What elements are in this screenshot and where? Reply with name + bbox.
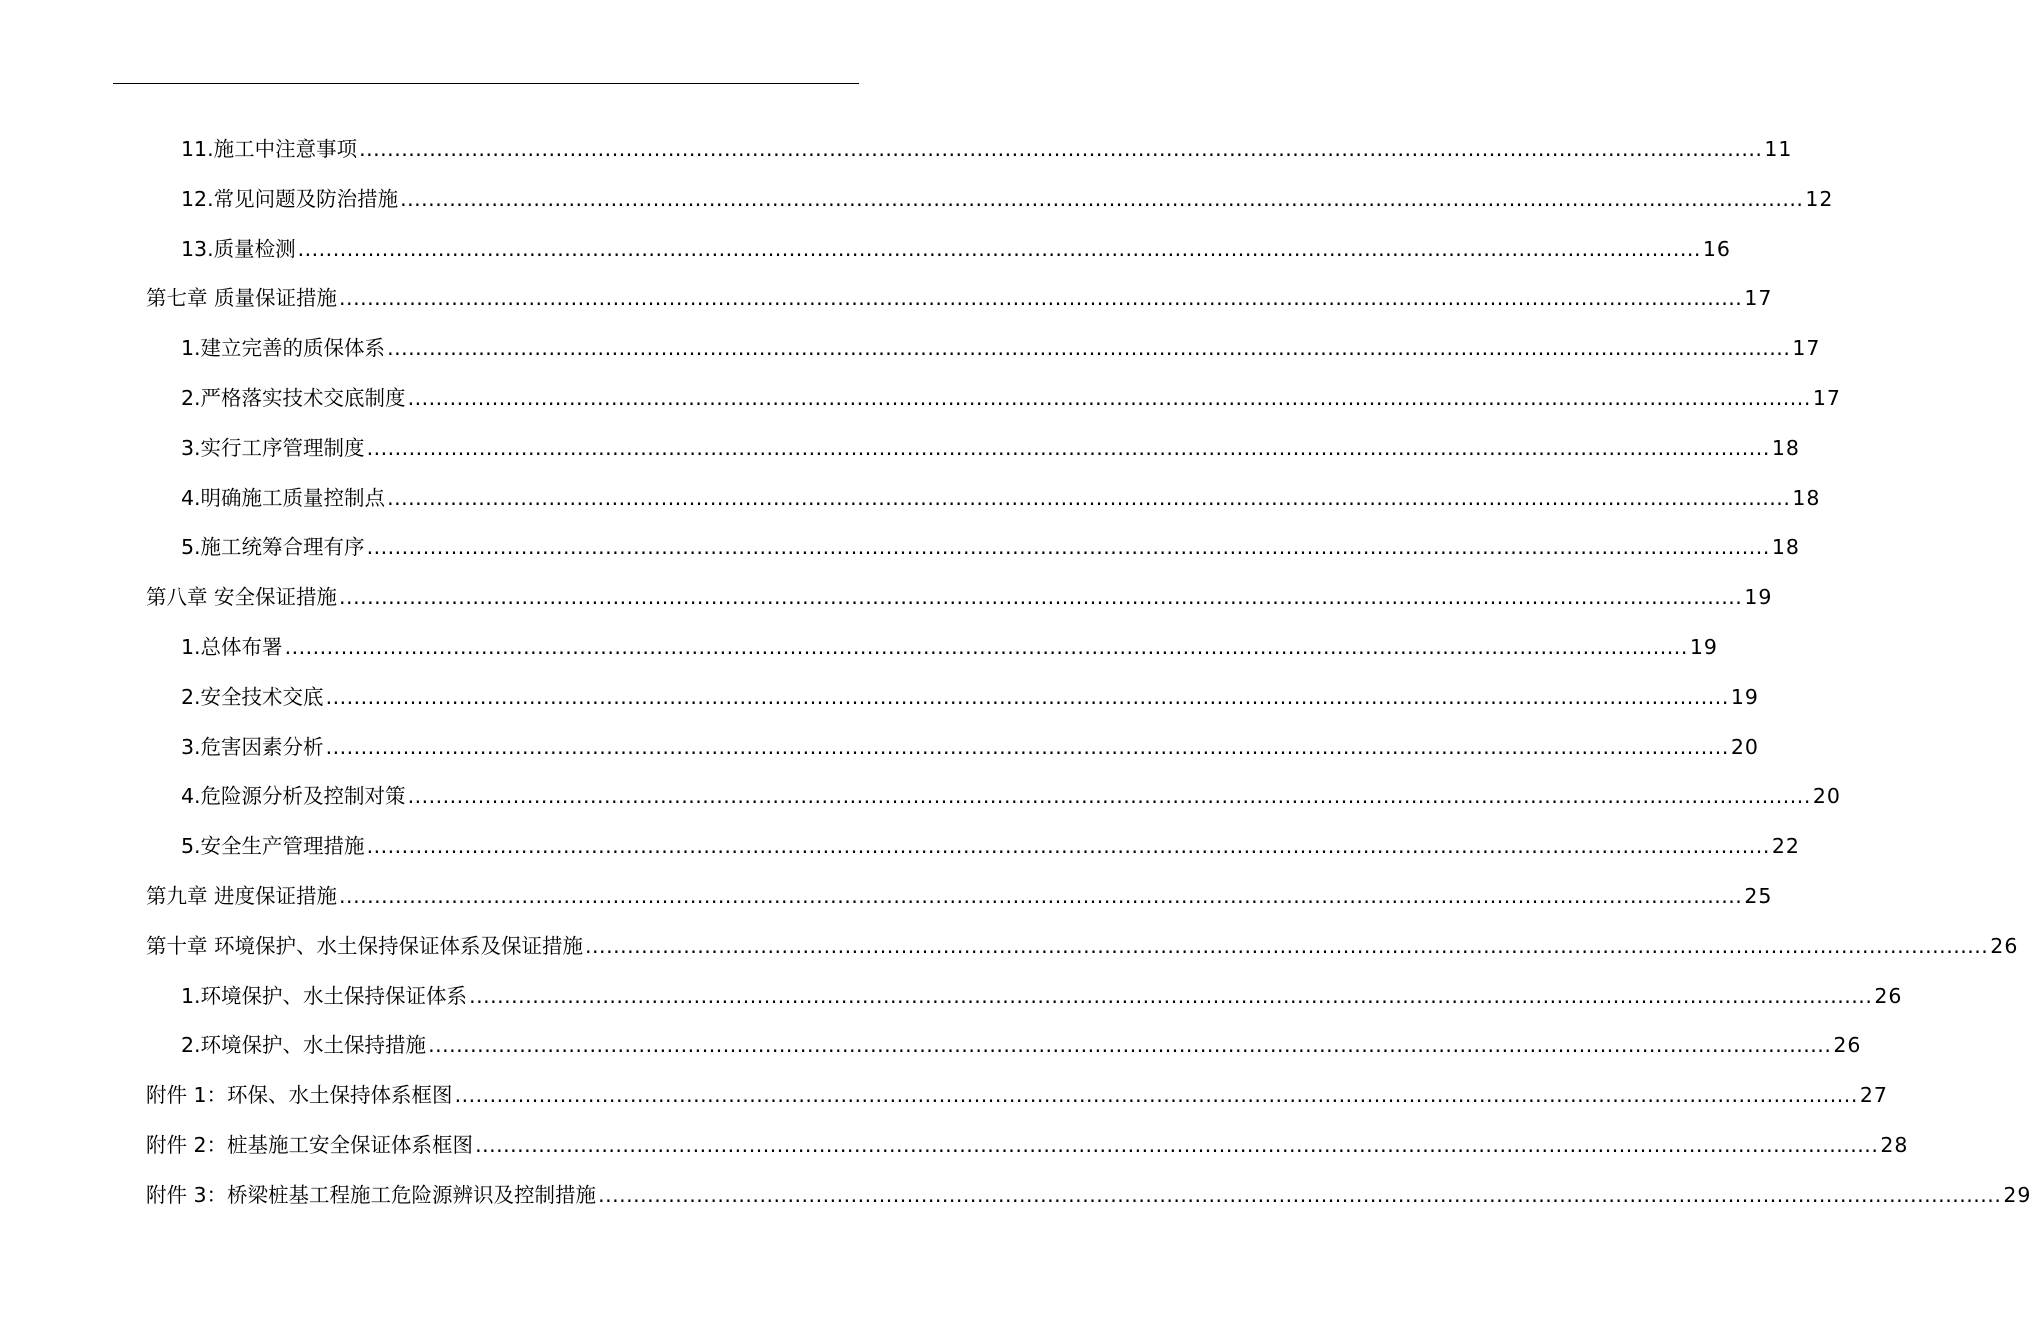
toc-entry-page: 18	[1792, 485, 1821, 510]
toc-entry-title: 5.施工统筹合理有序	[181, 535, 365, 560]
toc-entry[interactable]	[181, 234, 1731, 264]
toc-dot-leader: ........................................................................................................................................................................................................	[325, 684, 1729, 709]
toc-entry-title: 第七章 质量保证措施	[146, 286, 338, 311]
toc-entry-page: 17	[1812, 386, 1841, 410]
toc-entry[interactable]	[146, 1080, 1888, 1110]
toc-dot-leader: ........................................................................................................................................................................................................	[359, 137, 1763, 161]
toc-entry-title: 4.危险源分析及控制对策	[181, 784, 406, 809]
toc-entry[interactable]	[146, 283, 1773, 313]
toc-entry-title: 11.施工中注意事项	[181, 137, 358, 161]
toc-entry-title: 3.实行工序管理制度	[181, 435, 365, 460]
toc-entry[interactable]	[181, 134, 1793, 164]
toc-entry-page: 19	[1730, 684, 1759, 709]
toc-entry-title: 第八章 安全保证措施	[146, 585, 338, 610]
toc-dot-leader: ........................................................................................................................................................................................................	[598, 1182, 2002, 1207]
toc-entry[interactable]	[181, 632, 1718, 662]
toc-entry[interactable]	[181, 383, 1841, 413]
toc-entry-title: 4.明确施工质量控制点	[181, 485, 386, 510]
toc-entry[interactable]	[181, 433, 1800, 463]
toc-dot-leader: ........................................................................................................................................................................................................	[297, 236, 1701, 261]
toc-entry-page: 28	[1880, 1133, 1909, 1157]
toc-dot-leader: ........................................................................................................................................................................................................	[339, 884, 1743, 908]
toc-entry-page: 26	[1990, 933, 2019, 958]
toc-dot-leader: ........................................................................................................................................................................................................	[400, 186, 1804, 211]
toc-entry-title: 1.建立完善的质保体系	[181, 336, 386, 361]
header-rule	[113, 83, 859, 84]
toc-dot-leader: ........................................................................................................................................................................................................	[284, 635, 1688, 659]
toc-dot-leader: ........................................................................................................................................................................................................	[366, 535, 1770, 560]
toc-entry-page: 12	[1805, 186, 1834, 211]
toc-entry[interactable]	[181, 1030, 1862, 1060]
toc-entry-page: 16	[1702, 236, 1731, 261]
toc-entry-page: 18	[1771, 535, 1800, 560]
toc-entry-title: 3.危害因素分析	[181, 734, 324, 759]
toc-entry-title: 2.严格落实技术交底制度	[181, 386, 406, 410]
toc-dot-leader: ........................................................................................................................................................................................................	[475, 1133, 1879, 1157]
toc-entry[interactable]	[181, 781, 1841, 811]
toc-entry-page: 25	[1744, 884, 1773, 908]
toc-dot-leader: ........................................................................................................................................................................................................	[387, 336, 1791, 361]
toc-entry[interactable]	[181, 184, 1834, 214]
toc-dot-leader: ........................................................................................................................................................................................................	[387, 485, 1791, 510]
toc-dot-leader: ........................................................................................................................................................................................................	[428, 1033, 1832, 1058]
toc-entry[interactable]	[146, 1180, 2031, 1210]
toc-entry-page: 26	[1833, 1033, 1862, 1058]
toc-dot-leader: ........................................................................................................................................................................................................	[366, 834, 1770, 859]
toc-entry-page: 29	[2003, 1182, 2031, 1207]
toc-entry-title: 5.安全生产管理措施	[181, 834, 365, 859]
toc-entry[interactable]	[181, 532, 1800, 562]
toc-entry-title: 2.环境保护、水土保持措施	[181, 1033, 427, 1058]
toc-entry[interactable]	[181, 483, 1821, 513]
toc-entry-title: 13.质量检测	[181, 236, 296, 261]
toc-entry[interactable]	[146, 881, 1773, 911]
toc-entry-page: 18	[1771, 435, 1800, 460]
toc-entry-page: 11	[1764, 137, 1793, 161]
toc-dot-leader: ........................................................................................................................................................................................................	[585, 933, 1989, 958]
toc-entry-title: 第九章 进度保证措施	[146, 884, 338, 908]
toc-entry-page: 20	[1730, 734, 1759, 759]
toc-entry-page: 19	[1744, 585, 1773, 610]
toc-entry[interactable]	[181, 732, 1759, 762]
toc-entry-title: 1.环境保护、水土保持保证体系	[181, 983, 468, 1008]
toc-entry-title: 附件 1：环保、水土保持体系框图	[146, 1083, 453, 1108]
toc-dot-leader: ........................................................................................................................................................................................................	[339, 286, 1743, 311]
toc-entry[interactable]	[181, 333, 1821, 363]
toc-dot-leader: ........................................................................................................................................................................................................	[325, 734, 1729, 759]
toc-entry[interactable]	[146, 931, 2019, 961]
toc-entry[interactable]	[146, 1130, 1909, 1160]
toc-entry-page: 26	[1874, 983, 1903, 1008]
toc-entry[interactable]	[181, 831, 1800, 861]
toc-dot-leader: ........................................................................................................................................................................................................	[339, 585, 1743, 610]
toc-entry-page: 19	[1689, 635, 1718, 659]
toc-entry-page: 27	[1859, 1083, 1888, 1108]
toc-dot-leader: ........................................................................................................................................................................................................	[366, 435, 1770, 460]
toc-entry-title: 12.常见问题及防治措施	[181, 186, 399, 211]
toc-dot-leader: ........................................................................................................................................................................................................	[407, 386, 1811, 410]
toc-entry[interactable]	[146, 582, 1773, 612]
toc-dot-leader: ........................................................................................................................................................................................................	[407, 784, 1811, 809]
toc-entry[interactable]	[181, 981, 1903, 1011]
toc-entry-title: 2.安全技术交底	[181, 684, 324, 709]
toc-entry-title: 附件 2：桩基施工安全保证体系框图	[146, 1133, 474, 1157]
toc-entry-title: 附件 3：桥梁桩基工程施工危险源辨识及控制措施	[146, 1182, 597, 1207]
toc-dot-leader: ........................................................................................................................................................................................................	[454, 1083, 1858, 1108]
toc-entry-page: 17	[1792, 336, 1821, 361]
toc-dot-leader: ........................................................................................................................................................................................................	[469, 983, 1873, 1008]
toc-entry-title: 第十章 环境保护、水土保持保证体系及保证措施	[146, 933, 584, 958]
toc-entry-title: 1.总体布署	[181, 635, 283, 659]
toc-entry-page: 20	[1812, 784, 1841, 809]
toc-entry[interactable]	[181, 682, 1759, 712]
toc-entry-page: 17	[1744, 286, 1773, 311]
toc-entry-page: 22	[1771, 834, 1800, 859]
